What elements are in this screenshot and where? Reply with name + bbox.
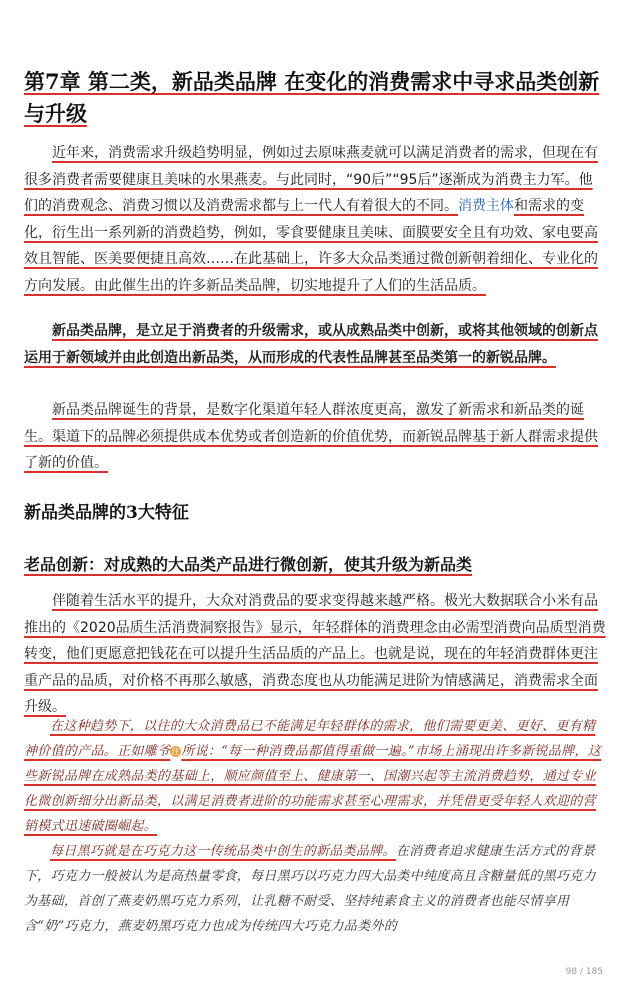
intro-p1-text: 近年来，消费需求升级趋势明显，例如过去原味燕麦就可以满足消费者的需求，但现在有很多消费者需要健康且美味的水果燕麦。与此同时，“90后”“95后”逐渐成为消费主力军。他们的消费观念、消费习惯以及消费需求都与上一代人有着很大的不同。 [24,145,598,214]
section-title: 新品类品牌的3大特征 [24,503,189,523]
chapter-title [24,66,609,130]
footnote-marker[interactable]: 注 [171,747,180,756]
intro-p1-rest: 和需求的变化，衍生出一系列新的消费趋势，例如，零食要健康且美味、面膜要安全且有功效、家电要高效且智能、医美要便捷且高效……在此基础上，许多大众品类通过微创新朝着细化、专业化的方向发展。由此催生出的许多新品类品牌，切实地提升了人们的生活品质。 [24,198,598,294]
hw2-rest: 在消费者追求健康生活方式的背景下，巧克力一般被认为是高热量零食，每日黑巧以巧克力四大品类中纯度高且含糖量低的黑巧克力为基础，首创了燕麦奶黑巧克力系列，让乳糖不耐受、坚持纯素食主义的消费者也能尽情享用含“奶”巧克力，燕麦奶黑巧克力也成为传统四大巧克力品类外的 [24,844,596,934]
consumer-subject-link[interactable]: 消费主体 [458,198,514,214]
chapter-title-text: 第7章 第二类，新品类品牌 在变化的消费需求中寻求品类创新与升级 [24,69,600,126]
hw1-rest: 所说：“每一种消费品都值得重做一遍。”市场上涌现出许多新锐品牌，这些新锐品牌在成熟品类的基础上，顺应颜值至上、健康第一、国潮兴起等主流消费趋势，通过专业化微创新细分出新品类，以满足消费者进阶的功能需求甚至心理需求，并凭借更受年轻人欢迎的营销模式迅速破圈崛起。 [24,744,602,834]
intro-p3-text: 新品类品牌诞生的背景，是数字化渠道年轻人群浓度更高，激发了新需求和新品类的诞生。渠道下的品牌必须提供成本优势或者创造新的价值优势，而新锐品牌基于新人群需求提供了新的价值。 [24,402,598,471]
page-indicator: 98 / 185 [565,967,603,977]
handwritten-paragraph-2 [24,839,606,939]
intro-paragraph-3 [24,397,606,477]
intro-paragraph-1 [24,140,606,299]
subsection-title [24,552,472,575]
intro-p2-text: 新品类品牌，是立足于消费者的升级需求，或从成熟品类中创新，或将其他领域的创新点运用于新领域并由此创造出新品类，从而形成的代表性品牌甚至品类第一的新锐品牌。 [24,323,598,366]
intro-paragraph-2 [24,318,606,371]
hw1-text: 在这种趋势下，以往的大众消费品已不能满足年轻群体的需求，他们需要更美、更好、更有精神价值的产品。正如雕爷 [24,719,596,759]
subsection-title-text: 老品创新：对成熟的大品类产品进行微创新，使其升级为新品类 [24,555,473,574]
handwritten-paragraph-1 [24,714,606,839]
section-p1-text: 伴随着生活水平的提升，大众对消费品的要求变得越来越严格。极光大数据联合小米有品推出的《2020品质生活消费洞察报告》显示，年轻群体的消费理念由必需型消费向品质型消费转变，他们更愿意把钱花在可以提升生活品质的产品上。也就是说，现在的年轻消费群体更注重产品的品质，对价格不再那么敏感，消费态度也从功能满足进阶为情感满足，消费需求全面升级。 [24,593,606,715]
section-paragraph-1 [24,588,606,721]
hw2-lead: 每日黑巧就是在巧克力这一传统品类中创生的新品类品牌。 [50,844,396,859]
